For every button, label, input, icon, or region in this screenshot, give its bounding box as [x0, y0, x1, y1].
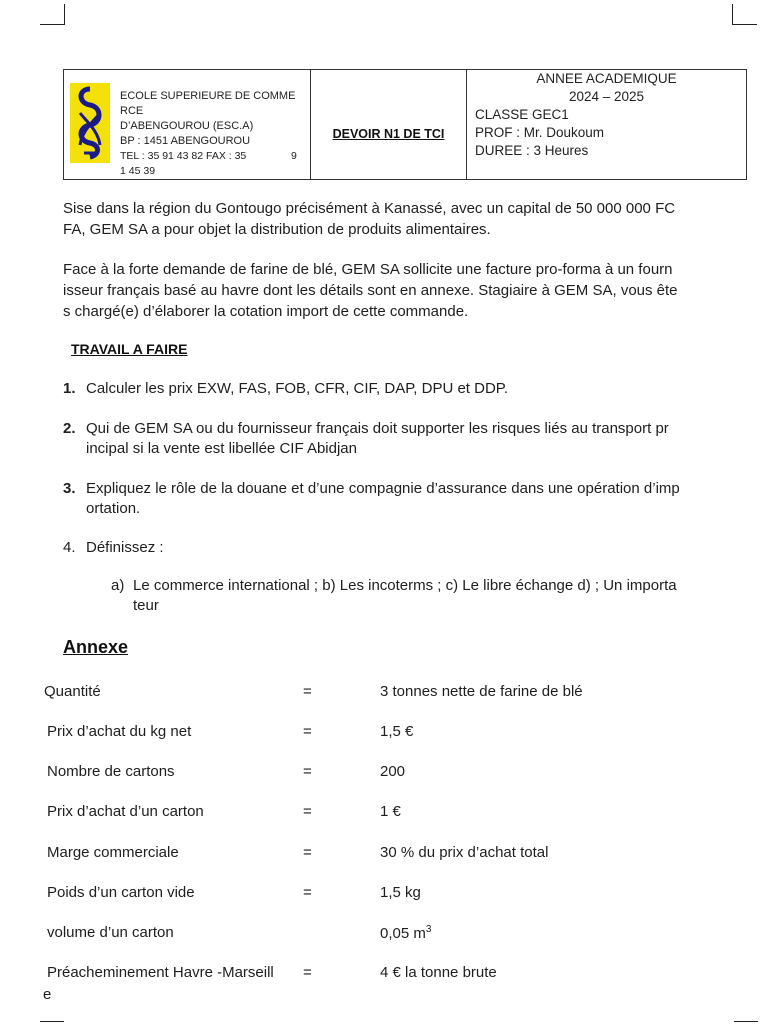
annex-row [0, 763, 768, 783]
annex-equals: = [303, 844, 312, 861]
annex-label: volume d’un carton [47, 924, 174, 941]
paragraph-line: FA, GEM SA a pour objet la distribution de produits alimentaires. [63, 221, 491, 238]
intro-paragraph-2 [63, 259, 735, 322]
academic-year-label: ANNEE ACADEMIQUE [536, 71, 677, 86]
academic-year: 2024 – 2025 [568, 89, 645, 104]
annex-label: Nombre de cartons [47, 763, 175, 780]
annex-row [0, 803, 768, 823]
annex-value: 1 € [380, 803, 401, 820]
annex-row [0, 723, 768, 743]
school-address [120, 89, 306, 179]
subitem-text: Le commerce international ; b) Les incoterms ; c) Le libre échange d) ; Un importa [133, 577, 677, 594]
paragraph-line: isseur français basé au havre dont les détails sont en annexe. Stagiaire à GEM SA, vous ête [63, 282, 678, 299]
school-cell [64, 70, 311, 179]
annex-label: Préacheminement Havre -Marseill [47, 964, 274, 981]
paragraph-line: Sise dans la région du Gontougo précisément à Kanassé, avec un capital de 50 000 000 FC [63, 200, 676, 217]
annex-label: Quantité [44, 683, 101, 700]
paragraph-line: Face à la forte demande de farine de blé, GEM SA sollicite une facture pro-forma à un fourn [63, 261, 673, 278]
question-number: 4. [63, 539, 76, 556]
annex-label: Marge commerciale [47, 844, 179, 861]
question-number: 2. [63, 420, 76, 437]
annex-value-text: 0,05 m [380, 925, 426, 942]
annex-row [0, 683, 768, 703]
annex-row [0, 964, 768, 1003]
school-name-line: RCE [120, 105, 144, 117]
crop-mark-top-left [40, 4, 65, 25]
annex-value-exponent: 3 [425, 924, 432, 935]
annex-heading: Annexe [63, 637, 129, 657]
school-name-line: ECOLE SUPERIEURE DE COMME [120, 90, 296, 102]
question-number: 3. [63, 480, 76, 497]
school-phone: TEL : 35 91 43 82 FAX : 35 [120, 150, 247, 162]
annex-row [0, 884, 768, 904]
task-heading: TRAVAIL A FAIRE [71, 341, 188, 357]
exam-title: DEVOIR N1 DE TCI [332, 127, 445, 141]
annex-value: 30 % du prix d’achat total [380, 844, 549, 861]
crop-mark-top-right [732, 4, 757, 25]
annex-equals: = [303, 723, 312, 740]
exam-info-cell [467, 70, 746, 179]
class-name: CLASSE GEC1 [475, 107, 569, 122]
paragraph-line: s chargé(e) d’élaborer la cotation import de cette commande. [63, 303, 469, 320]
school-logo-icon [70, 83, 110, 163]
question-text: Calculer les prix EXW, FAS, FOB, CFR, CIF, DAP, DPU et DDP. [86, 380, 509, 397]
question-text: incipal si la vente est libellée CIF Abidjan [86, 440, 357, 457]
question-text: Définissez : [86, 539, 164, 556]
school-phone-line [120, 149, 306, 164]
teacher-name: PROF : Mr. Doukoum [475, 125, 605, 140]
exam-duration: DUREE : 3 Heures [475, 143, 589, 158]
annex-equals: = [303, 803, 312, 820]
annex-value [380, 924, 431, 942]
question-text: Expliquez le rôle de la douane et d’une compagnie d’assurance dans une opération d’imp [86, 480, 680, 497]
school-po-box: BP : 1451 ABENGOUROU [120, 135, 251, 147]
annex-equals: = [303, 884, 312, 901]
exam-title-cell [311, 70, 467, 179]
annex-value: 200 [380, 763, 406, 780]
annex-label: Prix d’achat d’un carton [47, 803, 204, 820]
school-name-line: D’ABENGOUROU (ESC.A) [120, 120, 254, 132]
school-fax: 1 45 39 [120, 165, 156, 177]
intro-paragraph-1 [63, 198, 735, 240]
annex-row [0, 844, 768, 864]
annex-value: 1,5 kg [380, 884, 421, 901]
annex-value: 1,5 € [380, 723, 414, 740]
question-text: ortation. [86, 500, 141, 517]
annex-equals: = [303, 763, 312, 780]
annex-equals: = [303, 964, 312, 981]
question-text: Qui de GEM SA ou du fournisseur français doit supporter les risques liés au transport pr [86, 420, 669, 437]
exam-header-table [63, 69, 747, 180]
annex-value: 3 tonnes nette de farine de blé [380, 683, 583, 700]
annex-label: Poids d’un carton vide [47, 884, 195, 901]
subitem-label: a) [111, 577, 125, 594]
school-phone-digit: 9 [291, 150, 297, 162]
question-number: 1. [63, 380, 76, 397]
annex-row [0, 924, 768, 944]
annex-label: Prix d’achat du kg net [47, 723, 192, 740]
annex-equals: = [303, 683, 312, 700]
subitem-text: teur [133, 597, 159, 614]
annex-value: 4 € la tonne brute [380, 964, 497, 981]
annex-label-wrap: e [43, 986, 52, 1003]
